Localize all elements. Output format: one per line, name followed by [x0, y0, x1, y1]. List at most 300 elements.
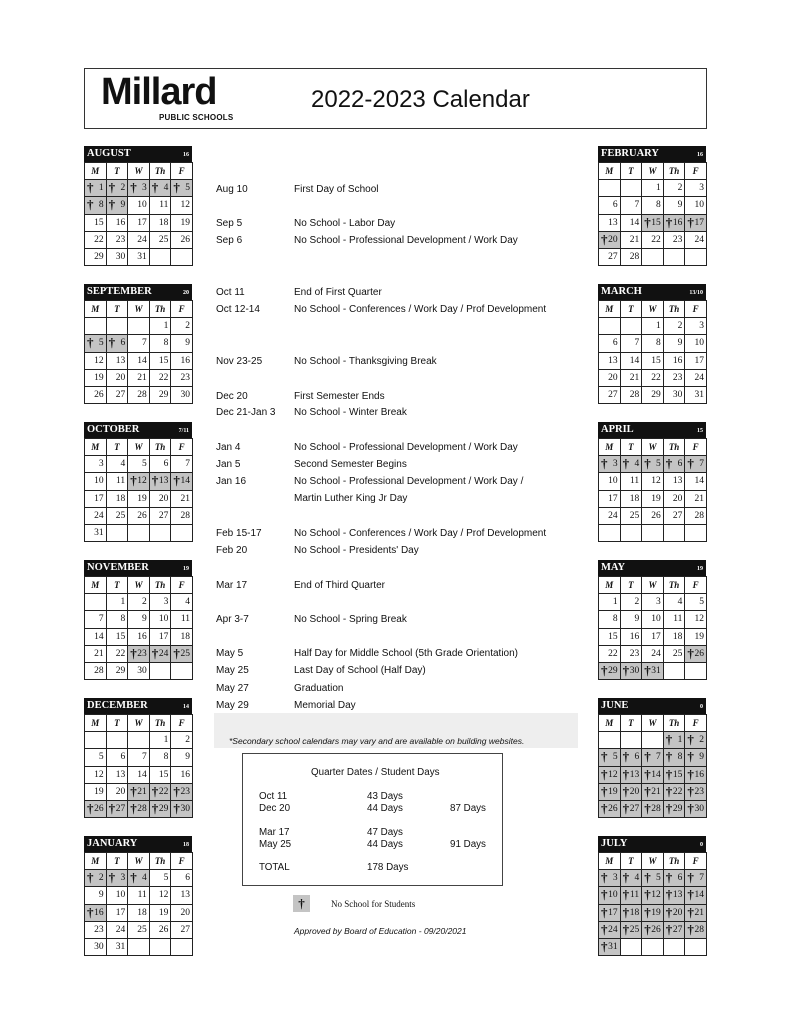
day-cell: [620, 369, 642, 386]
no-school-cross-icon: †: [108, 870, 116, 885]
no-school-cross-icon: †: [665, 887, 673, 903]
day-cell: [128, 732, 150, 749]
no-school-cross-icon: †: [644, 749, 651, 765]
day-number: 9: [98, 890, 104, 901]
day-number: 11: [159, 200, 169, 211]
no-school-cross-icon: †: [622, 801, 630, 817]
day-cell: [171, 507, 193, 524]
day-number: 26: [694, 649, 704, 660]
day-cell: [149, 231, 171, 248]
day-cell: [171, 766, 193, 783]
day-cell: [620, 801, 642, 818]
day-number: 24: [694, 373, 704, 384]
day-cell: [663, 887, 685, 904]
day-cell: [620, 766, 642, 783]
day-number: 30: [180, 390, 190, 401]
day-cell: [663, 456, 685, 473]
event-description: No School - Thanksgiving Break: [294, 356, 437, 367]
month-header: [84, 284, 192, 300]
weekday-label: F: [685, 577, 707, 594]
day-cell: [685, 387, 707, 404]
no-school-cross-icon: †: [687, 921, 694, 937]
day-cell: [85, 594, 107, 611]
day-number: 10: [694, 200, 704, 211]
day-cell: [106, 456, 128, 473]
event-description: Half Day for Middle School (5th Grade Orientation): [294, 648, 518, 659]
day-number: 9: [142, 614, 147, 625]
day-cell: [642, 663, 664, 680]
day-number: 17: [694, 217, 704, 228]
day-cell: [642, 611, 664, 628]
day-number: 16: [694, 769, 704, 780]
day-cell: [685, 473, 707, 490]
no-school-cross-icon: †: [644, 921, 651, 937]
weekday-label: M: [85, 577, 107, 594]
no-school-cross-icon: †: [665, 214, 673, 230]
day-number: 11: [630, 476, 640, 487]
no-school-cross-icon: †: [687, 645, 694, 661]
day-cell: [663, 628, 685, 645]
weekday-label: F: [685, 715, 707, 732]
day-cell: [128, 369, 150, 386]
day-cell: [85, 473, 107, 490]
day-cell: [620, 783, 642, 800]
day-number: 9: [699, 752, 704, 763]
weekday-label: Th: [663, 715, 685, 732]
day-number: 15: [651, 217, 661, 228]
day-cell: [599, 214, 621, 231]
legend-label: No School for Students: [331, 899, 416, 909]
day-number: 8: [120, 614, 126, 625]
day-number: 22: [115, 649, 126, 660]
day-number: 3: [163, 597, 169, 608]
day-cell: [599, 611, 621, 628]
month-name: DECEMBER: [87, 700, 148, 711]
month-calendar-november: [84, 560, 192, 680]
no-school-cross-icon: †: [151, 783, 159, 799]
quarter-dates-box: [242, 753, 503, 886]
no-school-cross-icon: †: [644, 214, 651, 230]
event-description: Graduation: [294, 683, 344, 694]
day-cell: [599, 249, 621, 266]
day-cell: [663, 249, 685, 266]
day-number: 31: [137, 252, 147, 263]
day-cell: [106, 732, 128, 749]
day-number: 29: [94, 252, 104, 263]
weekday-label: T: [106, 301, 128, 318]
month-header: [84, 836, 192, 852]
no-school-cross-icon: †: [622, 870, 630, 885]
day-number: 21: [694, 493, 704, 504]
weekday-label: W: [642, 853, 664, 870]
day-cell: [149, 732, 171, 749]
day-number: 30: [672, 390, 683, 401]
weekday-label: F: [685, 163, 707, 180]
day-cell: [663, 921, 685, 938]
day-cell: [85, 628, 107, 645]
no-school-cross-icon: †: [622, 921, 630, 937]
month-calendar-october: [84, 422, 192, 542]
day-cell: [663, 783, 685, 800]
weekday-label: T: [620, 301, 642, 318]
day-number: 23: [94, 925, 104, 936]
day-cell: [642, 231, 664, 248]
month-name: FEBRUARY: [601, 148, 659, 159]
day-number: 20: [608, 373, 618, 384]
day-cell: [106, 352, 128, 369]
day-number: 29: [608, 666, 618, 677]
event-date: Nov 23-25: [216, 356, 263, 367]
day-cell: [663, 594, 685, 611]
day-cell: [642, 749, 664, 766]
day-cell: [128, 749, 150, 766]
no-school-cross-icon: †: [108, 180, 116, 195]
day-cell: [599, 663, 621, 680]
no-school-cross-icon: †: [687, 801, 694, 817]
month-header: [598, 422, 706, 438]
day-cell: [685, 197, 707, 214]
day-number: 12: [651, 890, 661, 901]
day-number: 27: [180, 925, 190, 936]
day-cell: [149, 525, 171, 542]
day-number: 7: [634, 338, 640, 349]
day-number: 11: [137, 890, 147, 901]
no-school-cross-icon: †: [665, 456, 673, 471]
no-school-cross-icon: †: [622, 887, 630, 903]
approval-note: Approved by Board of Education - 09/20/2021: [294, 926, 467, 936]
day-cell: [642, 870, 664, 887]
day-number: 16: [672, 355, 683, 366]
weekday-label: F: [171, 715, 193, 732]
no-school-cross-icon: †: [622, 904, 630, 920]
day-number: 26: [651, 925, 661, 936]
day-number: 13: [672, 476, 683, 487]
weekday-label: W: [128, 163, 150, 180]
event-date: Jan 5: [216, 459, 241, 470]
day-number: 31: [651, 666, 661, 677]
month-name: JANUARY: [87, 838, 138, 849]
day-number: 1: [656, 321, 661, 332]
day-cell: [149, 870, 171, 887]
month-name: MAY: [601, 562, 626, 573]
day-cell: [85, 197, 107, 214]
event-description: No School - Professional Development / Work Day: [294, 442, 518, 453]
total-label: TOTAL: [259, 862, 290, 873]
no-school-cross-icon: †: [644, 663, 651, 679]
day-cell: [599, 180, 621, 197]
calendar-header: [84, 68, 707, 129]
day-cell: [642, 594, 664, 611]
month-day-count: 0: [700, 704, 703, 710]
day-number: 19: [651, 493, 661, 504]
day-cell: [171, 456, 193, 473]
day-number: 16: [180, 355, 190, 366]
day-cell: [642, 887, 664, 904]
weekday-label: W: [642, 715, 664, 732]
day-number: 17: [608, 493, 618, 504]
day-cell: [128, 335, 150, 352]
day-cell: [149, 887, 171, 904]
day-cell: [85, 801, 107, 818]
weekday-label: Th: [149, 163, 171, 180]
day-number: 5: [612, 752, 618, 763]
no-school-cross-icon: †: [644, 904, 651, 920]
day-number: 22: [158, 787, 169, 798]
no-school-cross-icon: †: [622, 783, 630, 799]
day-cell: [599, 749, 621, 766]
day-cell: [171, 904, 193, 921]
day-cell: [128, 939, 150, 956]
day-number: 24: [137, 235, 147, 246]
day-cell: [85, 525, 107, 542]
day-number: 3: [142, 183, 147, 194]
day-cell: [663, 335, 685, 352]
day-cell: [149, 801, 171, 818]
month-calendar-january: [84, 836, 192, 956]
day-number: 21: [180, 493, 190, 504]
day-number: 13: [115, 769, 126, 780]
weekday-label: M: [599, 853, 621, 870]
day-cell: [620, 594, 642, 611]
day-cell: [128, 197, 150, 214]
month-day-count: 13/10: [689, 290, 703, 296]
day-number: 8: [656, 338, 661, 349]
day-number: 16: [94, 907, 104, 918]
day-cell: [106, 473, 128, 490]
day-number: 11: [673, 614, 683, 625]
day-cell: [642, 369, 664, 386]
day-number: 19: [94, 373, 104, 384]
day-number: 6: [185, 873, 190, 884]
day-number: 24: [115, 925, 126, 936]
weekday-label: M: [85, 853, 107, 870]
day-number: 3: [699, 321, 704, 332]
day-number: 4: [185, 597, 190, 608]
day-cell: [149, 387, 171, 404]
day-cell: [149, 318, 171, 335]
day-cell: [685, 352, 707, 369]
day-cell: [128, 352, 150, 369]
event-date: Sep 5: [216, 218, 243, 229]
event-date: Feb 20: [216, 545, 248, 556]
day-cell: [85, 387, 107, 404]
event-description: End of Third Quarter: [294, 580, 385, 591]
day-cell: [85, 870, 107, 887]
day-cell: [171, 473, 193, 490]
day-cell: [106, 663, 128, 680]
day-number: 28: [694, 925, 704, 936]
day-number: 24: [158, 649, 169, 660]
day-number: 25: [158, 235, 169, 246]
day-number: 13: [115, 355, 126, 366]
day-cell: [171, 887, 193, 904]
day-cell: [663, 231, 685, 248]
month-name: JULY: [601, 838, 628, 849]
day-cell: [106, 507, 128, 524]
weekday-label: M: [85, 163, 107, 180]
day-cell: [128, 783, 150, 800]
day-number: 6: [612, 200, 618, 211]
event-date: Jan 4: [216, 442, 241, 453]
day-cell: [642, 628, 664, 645]
month-name: APRIL: [601, 424, 634, 435]
event-description: No School - Labor Day: [294, 218, 396, 229]
day-cell: [128, 801, 150, 818]
event-description: First Day of School: [294, 184, 379, 195]
weekday-label: W: [642, 577, 664, 594]
weekday-label: Th: [663, 439, 685, 456]
day-cell: [171, 352, 193, 369]
day-number: 19: [608, 787, 618, 798]
day-number: 2: [185, 321, 190, 332]
no-school-cross-icon: †: [130, 180, 137, 195]
day-cell: [663, 904, 685, 921]
day-number: 31: [94, 528, 104, 539]
day-cell: [685, 801, 707, 818]
weekday-label: Th: [149, 301, 171, 318]
weekday-label: Th: [663, 301, 685, 318]
day-number: 15: [115, 631, 126, 642]
day-number: 26: [94, 804, 104, 815]
legend-cross-icon: †: [293, 895, 310, 912]
day-number: 4: [120, 459, 126, 470]
day-cell: [620, 231, 642, 248]
day-number: 20: [115, 787, 126, 798]
day-number: 22: [94, 235, 104, 246]
day-number: 20: [115, 373, 126, 384]
day-number: 10: [608, 476, 618, 487]
month-calendar-april: [598, 422, 706, 542]
day-cell: [663, 180, 685, 197]
weekday-label: M: [85, 439, 107, 456]
day-cell: [663, 645, 685, 662]
day-cell: [171, 783, 193, 800]
weekday-label: Th: [149, 577, 171, 594]
day-cell: [599, 887, 621, 904]
day-cell: [128, 611, 150, 628]
day-cell: [685, 507, 707, 524]
day-number: 30: [137, 666, 147, 677]
event-description: Martin Luther King Jr Day: [294, 493, 408, 504]
weekday-label: F: [685, 439, 707, 456]
no-school-cross-icon: †: [622, 766, 630, 782]
day-number: 15: [608, 631, 618, 642]
weekday-label: F: [685, 301, 707, 318]
day-number: 14: [94, 631, 104, 642]
month-day-count: 0: [700, 842, 703, 848]
day-cell: [85, 249, 107, 266]
no-school-cross-icon: †: [665, 801, 673, 817]
day-cell: [171, 197, 193, 214]
month-header: [598, 698, 706, 714]
day-cell: [620, 749, 642, 766]
day-number: 13: [158, 476, 169, 487]
weekday-label: T: [620, 163, 642, 180]
day-number: 12: [694, 614, 704, 625]
month-day-count: 14: [183, 704, 189, 710]
no-school-cross-icon: †: [665, 783, 673, 799]
no-school-cross-icon: †: [665, 870, 673, 885]
day-cell: [149, 197, 171, 214]
day-number: 2: [185, 735, 190, 746]
day-cell: [620, 249, 642, 266]
weekday-label: T: [106, 163, 128, 180]
semester1-total: 87 Days: [450, 803, 486, 814]
day-number: 12: [158, 890, 169, 901]
day-cell: [106, 904, 128, 921]
event-description: No School - Winter Break: [294, 407, 407, 418]
day-number: 3: [98, 459, 104, 470]
month-header: [84, 698, 192, 714]
day-cell: [171, 611, 193, 628]
day-number: 6: [634, 752, 640, 763]
day-cell: [149, 249, 171, 266]
day-number: 24: [651, 649, 661, 660]
no-school-cross-icon: †: [687, 783, 694, 799]
day-cell: [685, 180, 707, 197]
no-school-cross-icon: †: [601, 663, 608, 679]
day-cell: [642, 197, 664, 214]
weekday-label: Th: [149, 715, 171, 732]
day-number: 2: [677, 183, 683, 194]
day-cell: [663, 507, 685, 524]
day-cell: [620, 352, 642, 369]
day-cell: [620, 611, 642, 628]
day-cell: [128, 766, 150, 783]
day-cell: [599, 490, 621, 507]
day-number: 30: [180, 804, 190, 815]
month-day-count: 19: [183, 566, 189, 572]
no-school-cross-icon: †: [601, 783, 608, 799]
day-number: 16: [180, 769, 190, 780]
day-number: 19: [94, 787, 104, 798]
secondary-calendar-note: *Secondary school calendars may vary and are available on building websites.: [229, 736, 525, 746]
day-number: 16: [115, 217, 126, 228]
day-number: 23: [137, 649, 147, 660]
day-number: 14: [629, 355, 640, 366]
day-cell: [642, 490, 664, 507]
day-number: 22: [651, 235, 661, 246]
day-number: 7: [656, 752, 661, 763]
day-cell: [171, 335, 193, 352]
q1-days: 43 Days: [367, 791, 403, 802]
quarter-box-title: Quarter Dates / Student Days: [311, 767, 440, 778]
no-school-cross-icon: †: [151, 473, 159, 489]
day-number: 23: [629, 649, 640, 660]
weekday-label: T: [106, 853, 128, 870]
day-cell: [663, 197, 685, 214]
day-number: 17: [137, 217, 147, 228]
day-cell: [685, 594, 707, 611]
day-cell: [620, 904, 642, 921]
day-cell: [106, 939, 128, 956]
day-cell: [149, 904, 171, 921]
logo-wordmark: Millard: [101, 71, 217, 113]
weekday-label: W: [128, 439, 150, 456]
day-number: 14: [137, 355, 147, 366]
weekday-label: W: [128, 301, 150, 318]
event-date: Feb 15-17: [216, 528, 262, 539]
day-number: 18: [158, 217, 169, 228]
day-cell: [171, 231, 193, 248]
day-cell: [85, 352, 107, 369]
day-cell: [685, 887, 707, 904]
day-cell: [106, 887, 128, 904]
day-number: 24: [694, 235, 704, 246]
day-cell: [149, 611, 171, 628]
day-number: 7: [98, 614, 104, 625]
day-number: 7: [634, 200, 640, 211]
